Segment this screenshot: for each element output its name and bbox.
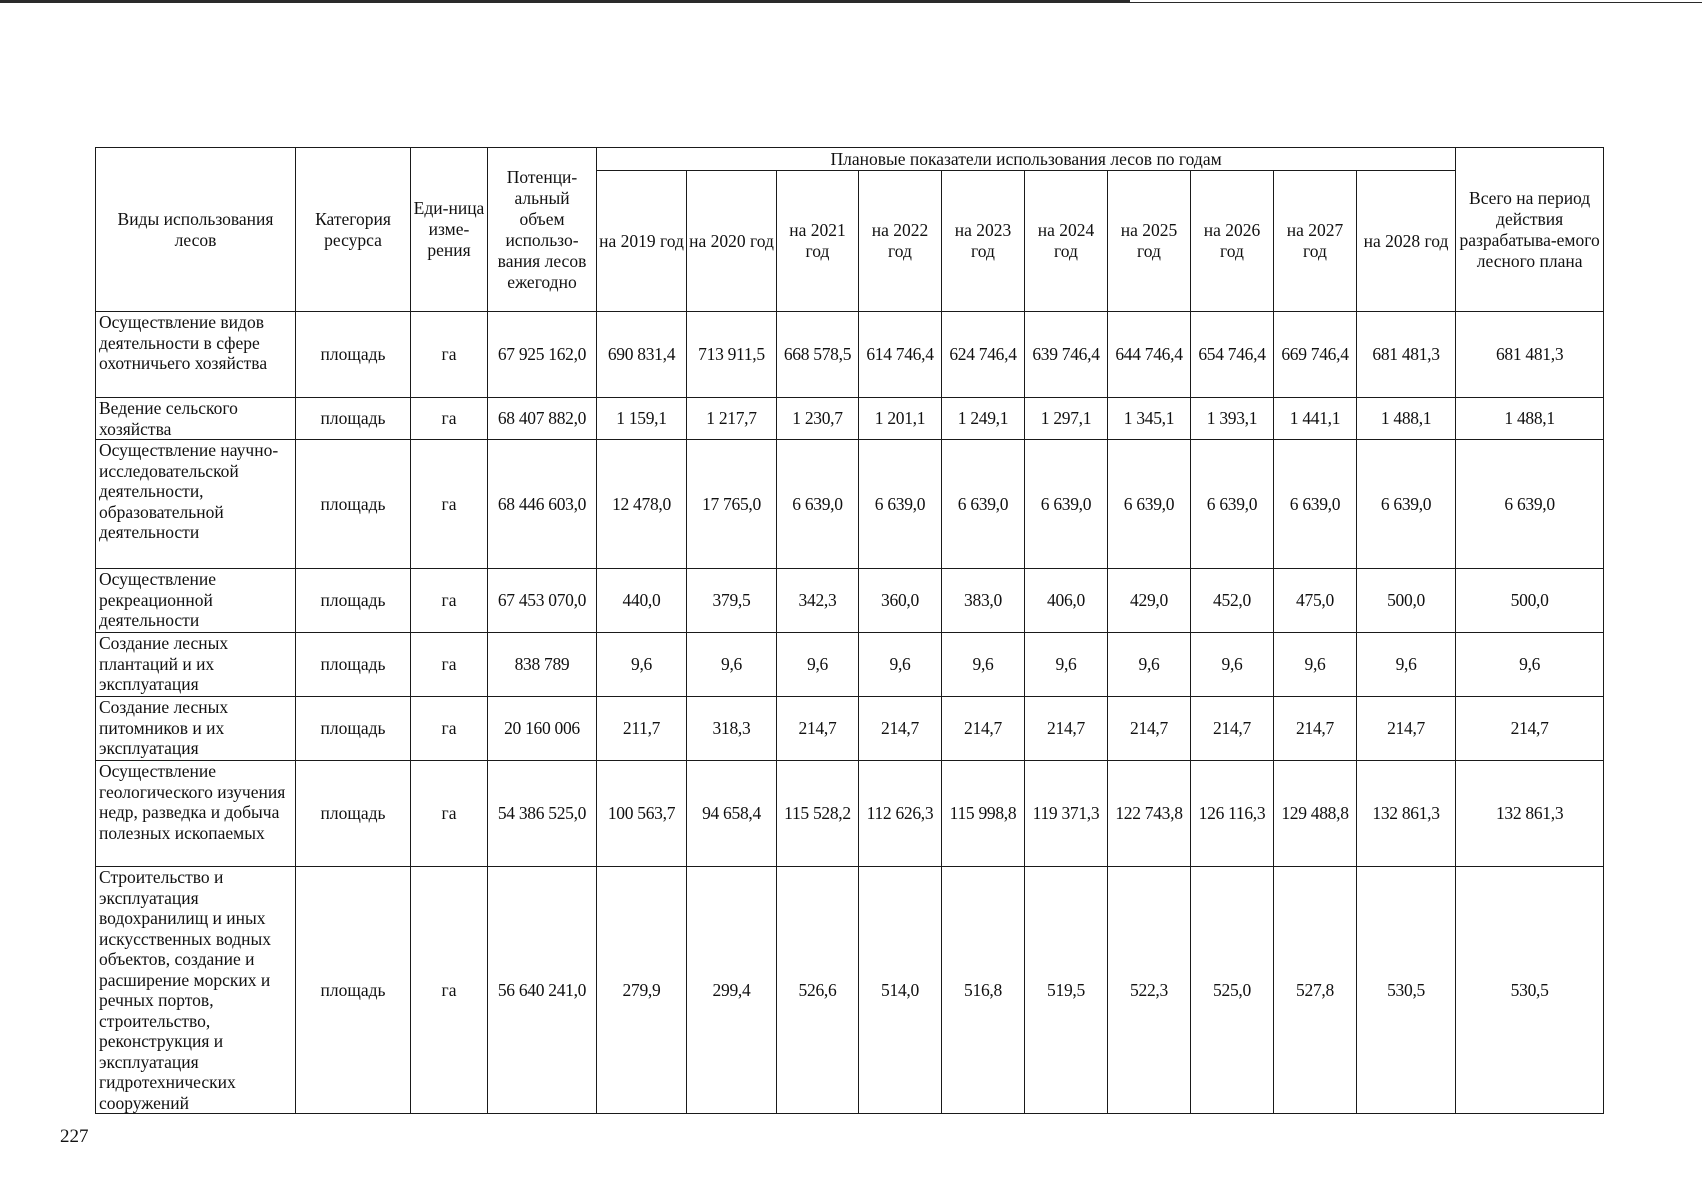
header-year: на 2021 год: [777, 171, 859, 312]
year-value-cell: 9,6: [1108, 633, 1191, 697]
year-value-cell: 214,7: [1191, 697, 1274, 761]
year-value-cell: 1 159,1: [597, 398, 687, 440]
category-cell: площадь: [296, 440, 411, 569]
year-value-cell: 214,7: [1357, 697, 1456, 761]
year-value-cell: 713 911,5: [687, 312, 777, 398]
header-year: на 2026 год: [1191, 171, 1274, 312]
unit-cell: га: [411, 761, 488, 867]
unit-cell: га: [411, 633, 488, 697]
year-value-cell: 12 478,0: [597, 440, 687, 569]
year-value-cell: 1 201,1: [859, 398, 942, 440]
year-value-cell: 6 639,0: [859, 440, 942, 569]
year-value-cell: 9,6: [687, 633, 777, 697]
total-cell: 132 861,3: [1456, 761, 1604, 867]
year-value-cell: 9,6: [1357, 633, 1456, 697]
year-value-cell: 452,0: [1191, 569, 1274, 633]
year-value-cell: 527,8: [1274, 867, 1357, 1114]
potential-cell: 54 386 525,0: [488, 761, 597, 867]
year-value-cell: 514,0: [859, 867, 942, 1114]
year-value-cell: 132 861,3: [1357, 761, 1456, 867]
year-value-cell: 522,3: [1108, 867, 1191, 1114]
year-value-cell: 6 639,0: [1357, 440, 1456, 569]
total-cell: 1 488,1: [1456, 398, 1604, 440]
year-value-cell: 1 249,1: [942, 398, 1025, 440]
year-value-cell: 112 626,3: [859, 761, 942, 867]
header-year: на 2028 год: [1357, 171, 1456, 312]
year-value-cell: 6 639,0: [942, 440, 1025, 569]
category-cell: площадь: [296, 867, 411, 1114]
header-potential: Потенци-альный объем использо-вания лесов ежегодно: [488, 148, 597, 312]
year-value-cell: 1 441,1: [1274, 398, 1357, 440]
year-value-cell: 214,7: [1108, 697, 1191, 761]
year-value-cell: 690 831,4: [597, 312, 687, 398]
year-value-cell: 500,0: [1357, 569, 1456, 633]
year-value-cell: 1 297,1: [1025, 398, 1108, 440]
year-value-cell: 279,9: [597, 867, 687, 1114]
page-number: 227: [60, 1126, 89, 1147]
header-plan-by-years: Плановые показатели использования лесов по годам: [597, 148, 1456, 171]
header-year: на 2024 год: [1025, 171, 1108, 312]
header-year: на 2023 год: [942, 171, 1025, 312]
year-value-cell: 516,8: [942, 867, 1025, 1114]
total-cell: 9,6: [1456, 633, 1604, 697]
year-value-cell: 299,4: [687, 867, 777, 1114]
header-year: на 2019 год: [597, 171, 687, 312]
year-value-cell: 681 481,3: [1357, 312, 1456, 398]
category-cell: площадь: [296, 697, 411, 761]
header-total: Всего на период действия разрабатыва-емого лесного плана: [1456, 148, 1604, 312]
table-row: [96, 761, 1604, 867]
year-value-cell: 525,0: [1191, 867, 1274, 1114]
use-kind-cell: Осуществление рекреационной деятельности: [96, 569, 296, 633]
total-cell: 214,7: [1456, 697, 1604, 761]
year-value-cell: 1 217,7: [687, 398, 777, 440]
potential-cell: 838 789: [488, 633, 597, 697]
use-kind-cell: Осуществление геологического изучения недр, разведка и добыча полезных ископаемых: [96, 761, 296, 867]
potential-cell: 68 446 603,0: [488, 440, 597, 569]
year-value-cell: 644 746,4: [1108, 312, 1191, 398]
use-kind-cell: Осуществление видов деятельности в сфере охотничьего хозяйства: [96, 312, 296, 398]
year-value-cell: 9,6: [777, 633, 859, 697]
year-value-cell: 211,7: [597, 697, 687, 761]
unit-cell: га: [411, 398, 488, 440]
year-value-cell: 379,5: [687, 569, 777, 633]
table-row: [96, 633, 1604, 697]
year-value-cell: 1 230,7: [777, 398, 859, 440]
year-value-cell: 440,0: [597, 569, 687, 633]
year-value-cell: 6 639,0: [1108, 440, 1191, 569]
unit-cell: га: [411, 867, 488, 1114]
year-value-cell: 519,5: [1025, 867, 1108, 1114]
header-year: на 2020 год: [687, 171, 777, 312]
year-value-cell: 669 746,4: [1274, 312, 1357, 398]
potential-cell: 20 160 006: [488, 697, 597, 761]
header-category: Категория ресурса: [296, 148, 411, 312]
year-value-cell: 129 488,8: [1274, 761, 1357, 867]
year-value-cell: 17 765,0: [687, 440, 777, 569]
table-row: [96, 569, 1604, 633]
year-value-cell: 214,7: [777, 697, 859, 761]
table-row: [96, 312, 1604, 398]
year-value-cell: 9,6: [1025, 633, 1108, 697]
year-value-cell: 342,3: [777, 569, 859, 633]
year-value-cell: 214,7: [1274, 697, 1357, 761]
potential-cell: 67 453 070,0: [488, 569, 597, 633]
header-unit: Еди-ница изме-рения: [411, 148, 488, 312]
year-value-cell: 214,7: [1025, 697, 1108, 761]
year-value-cell: 475,0: [1274, 569, 1357, 633]
category-cell: площадь: [296, 569, 411, 633]
year-value-cell: 122 743,8: [1108, 761, 1191, 867]
unit-cell: га: [411, 697, 488, 761]
category-cell: площадь: [296, 312, 411, 398]
unit-cell: га: [411, 569, 488, 633]
total-cell: 530,5: [1456, 867, 1604, 1114]
year-value-cell: 406,0: [1025, 569, 1108, 633]
unit-cell: га: [411, 312, 488, 398]
year-value-cell: 9,6: [597, 633, 687, 697]
year-value-cell: 119 371,3: [1025, 761, 1108, 867]
use-kind-cell: Создание лесных плантаций и их эксплуатация: [96, 633, 296, 697]
year-value-cell: 530,5: [1357, 867, 1456, 1114]
year-value-cell: 668 578,5: [777, 312, 859, 398]
year-value-cell: 6 639,0: [1274, 440, 1357, 569]
year-value-cell: 429,0: [1108, 569, 1191, 633]
year-value-cell: 100 563,7: [597, 761, 687, 867]
total-cell: 6 639,0: [1456, 440, 1604, 569]
header-kind: Виды использования лесов: [96, 148, 296, 312]
year-value-cell: 9,6: [1274, 633, 1357, 697]
table-row: [96, 697, 1604, 761]
page-top-rule: [0, 0, 1702, 3]
year-value-cell: 614 746,4: [859, 312, 942, 398]
total-cell: 681 481,3: [1456, 312, 1604, 398]
year-value-cell: 1 488,1: [1357, 398, 1456, 440]
table-row: [96, 440, 1604, 569]
header-row-1: [96, 148, 1604, 171]
year-value-cell: 639 746,4: [1025, 312, 1108, 398]
unit-cell: га: [411, 440, 488, 569]
year-value-cell: 214,7: [859, 697, 942, 761]
potential-cell: 67 925 162,0: [488, 312, 597, 398]
total-cell: 500,0: [1456, 569, 1604, 633]
potential-cell: 56 640 241,0: [488, 867, 597, 1114]
year-value-cell: 318,3: [687, 697, 777, 761]
year-value-cell: 360,0: [859, 569, 942, 633]
year-value-cell: 126 116,3: [1191, 761, 1274, 867]
year-value-cell: 654 746,4: [1191, 312, 1274, 398]
header-year: на 2025 год: [1108, 171, 1191, 312]
category-cell: площадь: [296, 398, 411, 440]
year-value-cell: 383,0: [942, 569, 1025, 633]
use-kind-cell: Ведение сельского хозяйства: [96, 398, 296, 440]
header-year: на 2027 год: [1274, 171, 1357, 312]
year-value-cell: 6 639,0: [1191, 440, 1274, 569]
table-header: [96, 148, 1604, 312]
year-value-cell: 9,6: [1191, 633, 1274, 697]
forest-use-plan-table: [95, 147, 1604, 1114]
year-value-cell: 526,6: [777, 867, 859, 1114]
category-cell: площадь: [296, 633, 411, 697]
table-row: [96, 398, 1604, 440]
header-year: на 2022 год: [859, 171, 942, 312]
use-kind-cell: Создание лесных питомников и их эксплуатация: [96, 697, 296, 761]
year-value-cell: 1 393,1: [1191, 398, 1274, 440]
year-value-cell: 9,6: [942, 633, 1025, 697]
year-value-cell: 6 639,0: [777, 440, 859, 569]
table-row: [96, 867, 1604, 1114]
year-value-cell: 115 998,8: [942, 761, 1025, 867]
year-value-cell: 1 345,1: [1108, 398, 1191, 440]
use-kind-cell: Строительство и эксплуатация водохранилищ и иных искусственных водных объектов, создание и расширение морских и речных портов, строительство, реконструкция и эксплуатация гидротехнических сооружений: [96, 867, 296, 1114]
year-value-cell: 94 658,4: [687, 761, 777, 867]
year-value-cell: 6 639,0: [1025, 440, 1108, 569]
year-value-cell: 214,7: [942, 697, 1025, 761]
year-value-cell: 9,6: [859, 633, 942, 697]
table-body: [96, 312, 1604, 1114]
use-kind-cell: Осуществление научно-исследовательской деятельности, образовательной деятельности: [96, 440, 296, 569]
category-cell: площадь: [296, 761, 411, 867]
year-value-cell: 624 746,4: [942, 312, 1025, 398]
potential-cell: 68 407 882,0: [488, 398, 597, 440]
year-value-cell: 115 528,2: [777, 761, 859, 867]
